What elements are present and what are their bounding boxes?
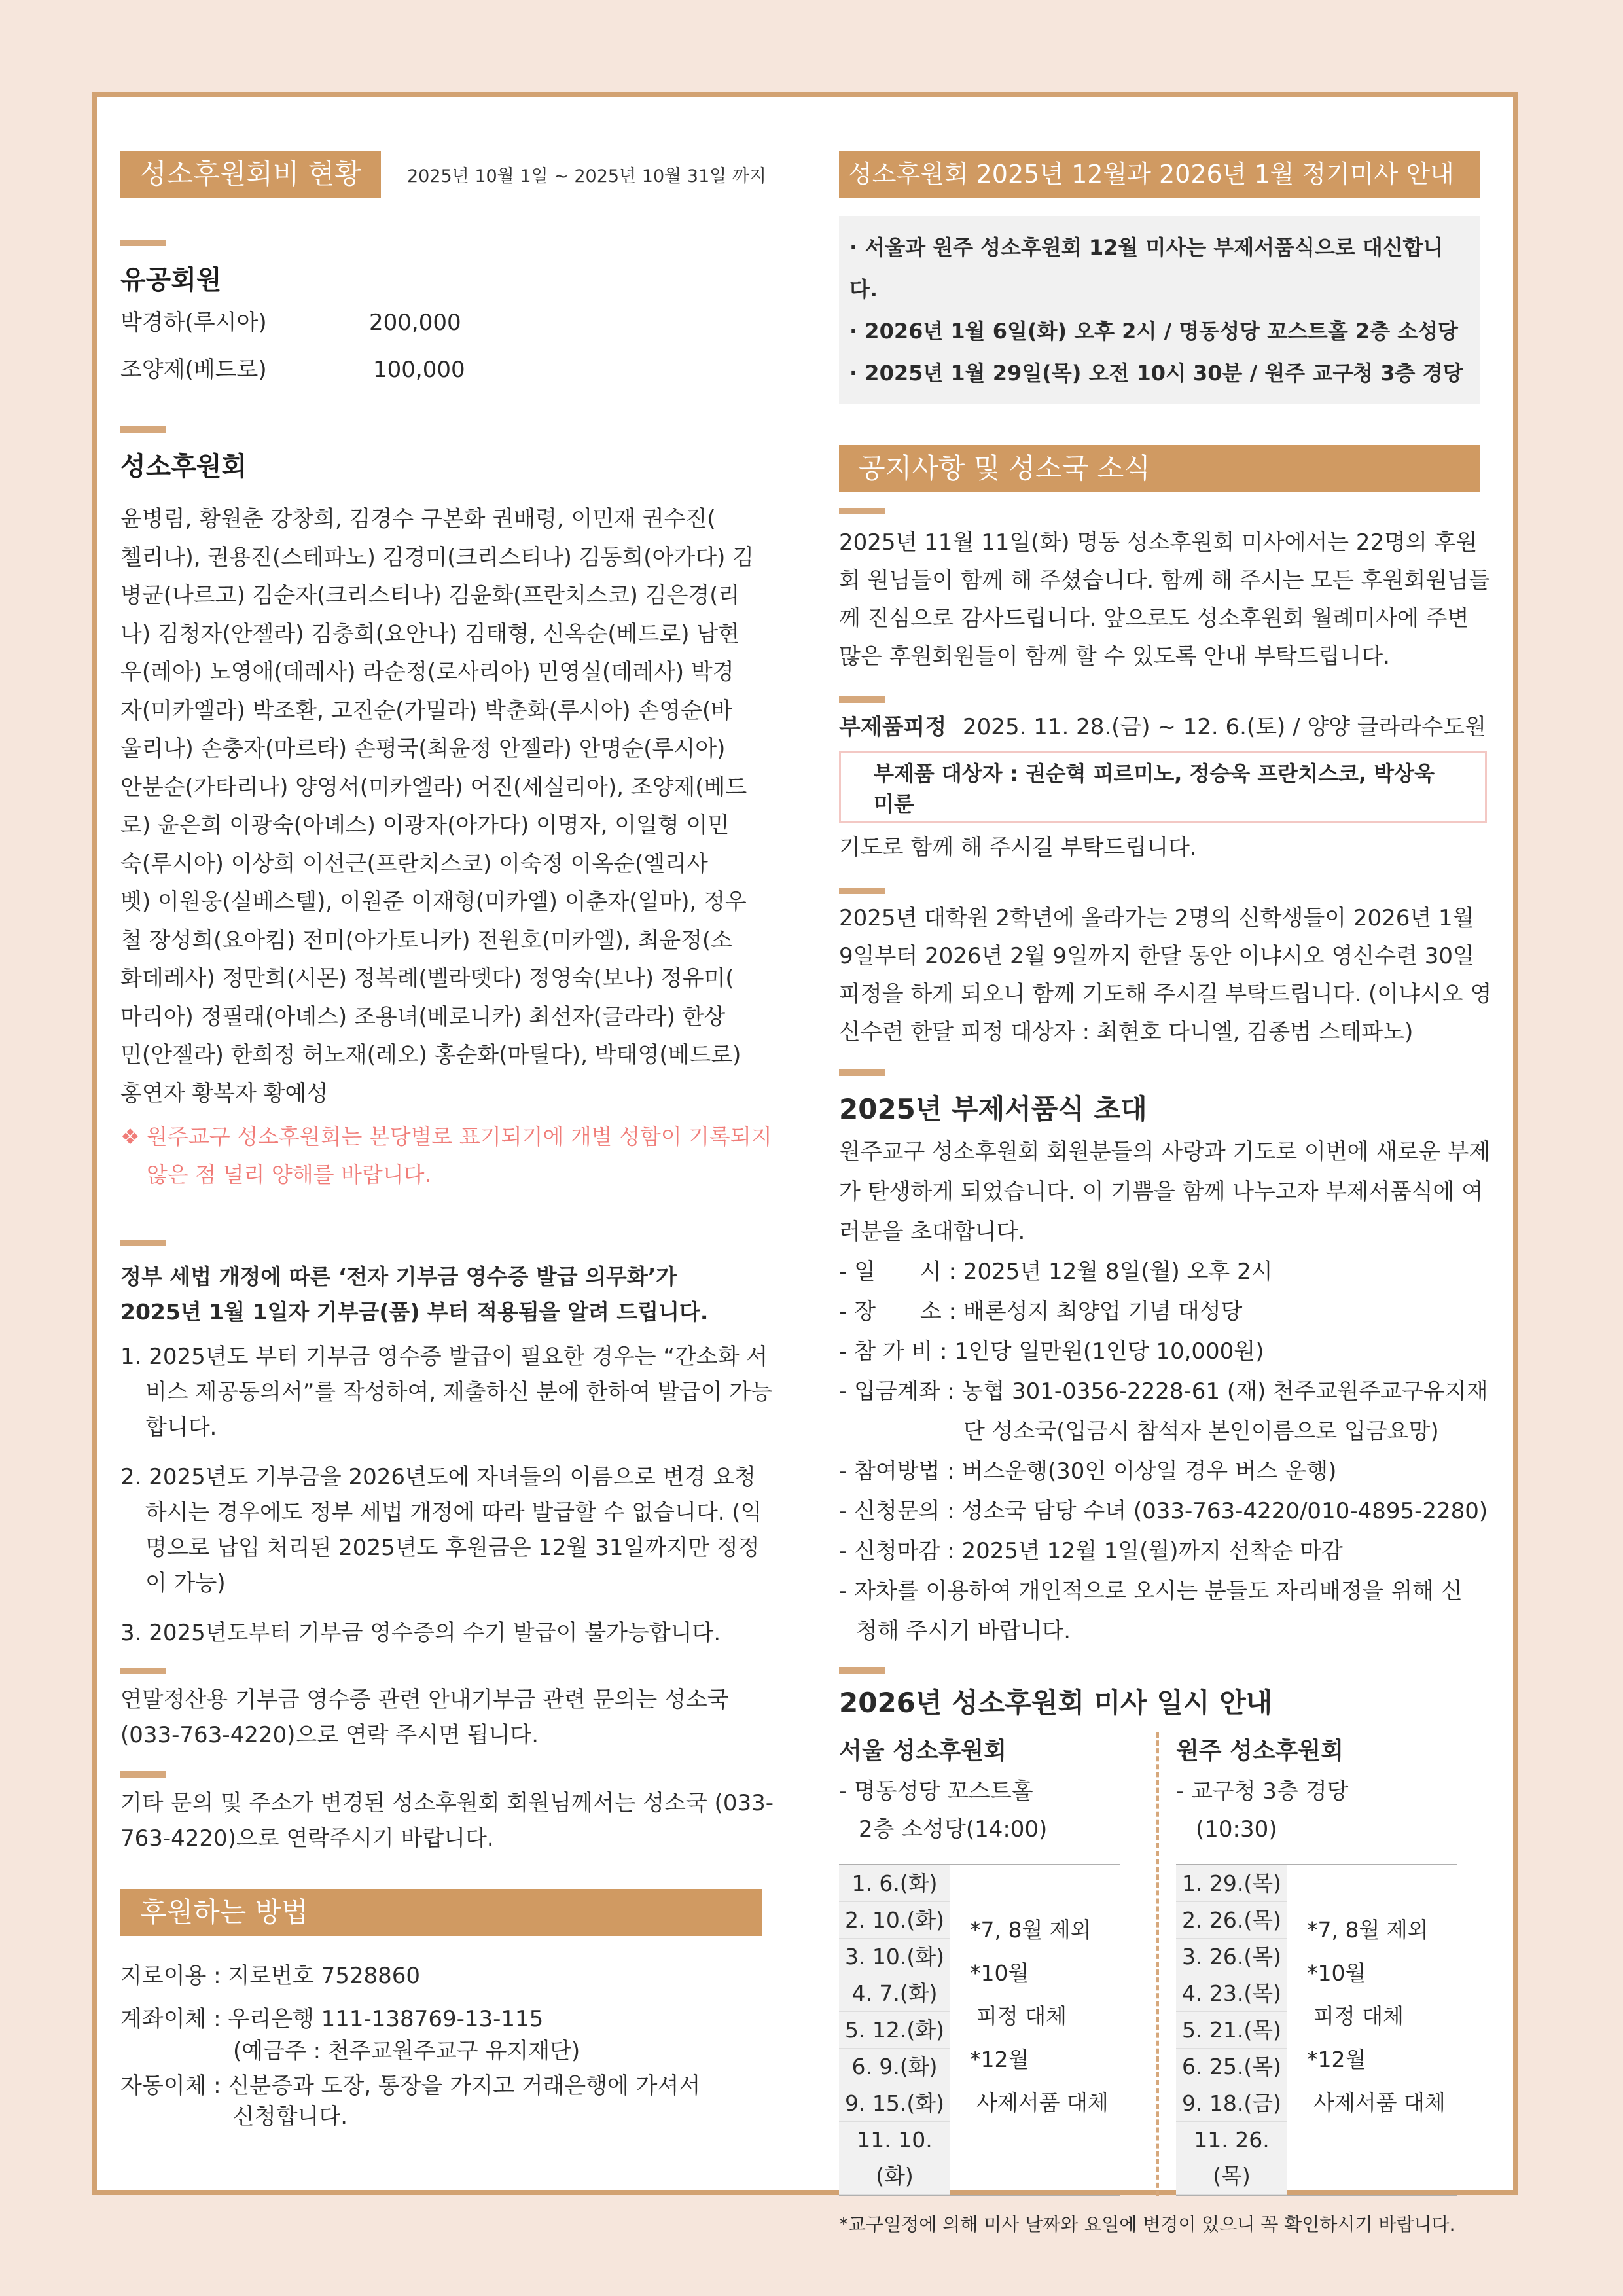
- ordination-detail: - 입금계좌 : 농협 301-0356-2228-61 (재) 천주교원주교구유지재: [839, 1378, 1488, 1405]
- members-line: 첼리나), 권용진(스테파노) 김경미(크리스티나) 김동희(아가다) 김: [120, 544, 754, 571]
- schedule-note: *7, 8월 제외: [1307, 1917, 1429, 1943]
- members-line: 로) 윤은희 이광숙(아녜스) 이광자(아가다) 이명자, 이일형 이민: [120, 812, 730, 838]
- tax-title: [120, 1259, 775, 1330]
- members-note: [120, 1118, 775, 1194]
- notice-para: 2025년 11월 11일(화) 명동 성소후원회 미사에서는 22명의 후원회 원님들이 함께 해 주셨습니다. 함께 해 주시는 모든 후원회원님들께 진심으로 감사드립니다. 앞으로도 성소후원회 월례미사에 주변 많은 후원회원들이 함께 할 수 있도록 안내 부탁드립니다.: [839, 529, 1490, 670]
- retreat-candidates-box: 부제품 대상자 : 권순혁 피르미노, 정승욱 프란치스코, 박상욱 미룬: [839, 751, 1487, 823]
- right-column: [839, 151, 1493, 2236]
- mass-header: 성소후원회 2025년 12월과 2026년 1월 정기미사 안내: [839, 151, 1480, 198]
- seoul-place-cont: 2층 소성당(14:00): [859, 1816, 1048, 1842]
- ordination-details: [839, 1252, 1493, 1651]
- date-cell: 2. 10.(화): [839, 1902, 950, 1939]
- status-header: 성소후원회비 현황: [120, 151, 381, 198]
- year-end-text: 연말정산용 기부금 영수증 관련 안내기부금 관련 문의는 성소국 (033-763-4220)으로 연락 주시면 됩니다.: [120, 1687, 729, 1748]
- notice-header: 공지사항 및 성소국 소식: [839, 445, 1480, 492]
- schedule-note: 피정 대체: [1313, 2003, 1404, 2029]
- wonju-place: - 교구청 3층 경당: [1176, 1778, 1349, 1804]
- mass-item: · 2026년 1월 6일(화) 오후 2시 / 명동성당 꼬스트홀 2층 소성당: [849, 319, 1458, 344]
- members-line: 철 장성희(요아킴) 전미(아가토니카) 전원호(미카엘), 최윤정(소: [120, 927, 733, 954]
- ordination-detail: - 신청문의 : 성소국 담당 수녀 (033-763-4220/010-4895-2280): [839, 1498, 1488, 1524]
- members-note-line: ❖ 원주교구 성소후원회는 본당별로 표기되기에 개별 성함이 기록되지: [120, 1124, 772, 1149]
- accent-bar: [120, 1240, 166, 1246]
- wonju-dates: [1176, 1865, 1287, 2195]
- seoul-notes: [950, 1865, 1109, 2195]
- date-cell: 4. 23.(목): [1176, 1975, 1287, 2012]
- members-line: 안분순(가타리나) 양영서(미카엘라) 어진(세실리아), 조양제(베드: [120, 774, 747, 800]
- how-header: 후원하는 방법: [120, 1889, 762, 1936]
- mass-info-box: [839, 216, 1480, 404]
- notice-para: 2025년 대학원 2학년에 올라가는 2명의 신학생들이 2026년 1월 9일부터 2026년 2월 9일까지 한달 동안 이냐시오 영신수련 30일 피정을 하게 되오니 함께 기도해 주시길 부탁드립니다. (이냐시오 영신수련 한달 피정 대상자 : 최현호 다니엘, 김종범 스테파노): [839, 905, 1492, 1045]
- wonju-title: 원주 성소후원회: [1176, 1738, 1344, 1765]
- members-line: 윤병림, 황원춘 강창희, 김경수 구본화 권배령, 이민재 권수진(: [120, 506, 716, 532]
- date-cell: 5. 12.(화): [839, 2012, 950, 2049]
- date-cell: 4. 7.(화): [839, 1975, 950, 2012]
- accent-bar: [839, 888, 885, 894]
- how-account: 계좌이체 : 우리은행 111-138769-13-115: [120, 2006, 544, 2032]
- members-line: 자(미카엘라) 박조환, 고진순(가밀라) 박춘화(루시아) 손영순(바: [120, 697, 733, 724]
- members-line: 화데레사) 정만희(시몬) 정복례(벨라뎃다) 정영숙(보나) 정유미(: [120, 965, 734, 992]
- date-cell: 3. 26.(목): [1176, 1939, 1287, 1975]
- tax-title-line: 정부 세법 개정에 따른 ‘전자 기부금 영수증 발급 의무화’가: [120, 1264, 677, 1289]
- members-line: 숙(루시아) 이상희 이선근(프란치스코) 이숙정 이옥순(엘리사: [120, 850, 708, 877]
- ordination-title: 2025년 부제서품식 초대: [839, 1093, 1147, 1125]
- ordination-detail-cont: 청해 주시기 바랍니다.: [856, 1618, 1071, 1644]
- ordination-detail: - 자차를 이용하여 개인적으로 오시는 분들도 자리배정을 위해 신: [839, 1578, 1463, 1604]
- other-inquiry-text: 기타 문의 및 주소가 변경된 성소후원회 회원님께서는 성소국 (033-763-4220)으로 연락주시기 바랍니다.: [120, 1790, 774, 1852]
- accent-bar: [120, 426, 166, 433]
- status-period: 2025년 10월 1일 ~ 2025년 10월 31일 까지: [406, 166, 766, 187]
- wonju-date-table: [1176, 1864, 1457, 2196]
- members-line: 민(안젤라) 한희정 허노재(레오) 홍순화(마틸다), 박태영(베드로): [120, 1042, 741, 1068]
- merit-amount: 200,000: [369, 310, 461, 336]
- merit-row: [120, 346, 775, 393]
- accent-bar: [839, 1069, 885, 1076]
- how-account-holder: (예금주 : 천주교원주교구 유지재단): [233, 2038, 580, 2064]
- members-line: 벳) 이원웅(실베스텔), 이원준 이재형(미카엘) 이춘자(일마), 정우: [120, 889, 747, 915]
- schedule-note: *12월: [1307, 2047, 1366, 2072]
- seoul-title: 서울 성소후원회: [839, 1738, 1007, 1765]
- accent-bar: [120, 1771, 166, 1778]
- date-cell: 9. 15.(화): [839, 2085, 950, 2122]
- schedule-section: [839, 1732, 1493, 2196]
- retreat-period: 2025. 11. 28.(금) ~ 12. 6.(토) / 양양 글라라수도원: [963, 714, 1486, 740]
- schedule-note: *10월: [1307, 1960, 1366, 1986]
- ordination-detail: - 참 가 비 : 1인당 일만원(1인당 10,000원): [839, 1338, 1264, 1365]
- retreat-line: [839, 708, 1493, 746]
- seoul-dates: [839, 1865, 950, 2195]
- date-cell: 1. 6.(화): [839, 1865, 950, 1902]
- members-line: 홍연자 황복자 황예성: [120, 1080, 329, 1107]
- date-cell: 2. 26.(목): [1176, 1902, 1287, 1939]
- tax-title-line: 2025년 1월 1일자 기부금(품) 부터 적용됨을 알려 드립니다.: [120, 1299, 709, 1325]
- members-line: 마리아) 정필래(아녜스) 조용녀(베로니카) 최선자(글라라) 한상: [120, 1003, 726, 1030]
- tax-item: 2. 2025년도 기부금을 2026년도에 자녀들의 이름으로 변경 요청 하시는 경우에도 정부 세법 개정에 따라 발급할 수 없습니다. (익명으로 납입 처리된 2025년도 후원금은 12월 31일까지만 정정이 가능): [120, 1464, 762, 1596]
- merit-name: 박경하(루시아): [120, 310, 267, 336]
- schedule-note: 사제서품 대체: [1313, 2090, 1446, 2115]
- accent-bar: [839, 696, 885, 703]
- accent-bar: [120, 1668, 166, 1674]
- retreat-after: 기도로 함께 해 주시길 부탁드립니다.: [839, 834, 1197, 861]
- date-cell: 9. 18.(금): [1176, 2085, 1287, 2122]
- members-line: 울리나) 손충자(마르타) 손평국(최윤정 안젤라) 안명순(루시아): [120, 736, 726, 762]
- wonju-notes: [1287, 1865, 1446, 2195]
- schedule-note: 피정 대체: [976, 2003, 1067, 2029]
- date-cell: 6. 25.(목): [1176, 2049, 1287, 2085]
- left-column: [120, 151, 775, 2131]
- schedule-note: *10월: [970, 1960, 1029, 1986]
- members-line: 나) 김청자(안젤라) 김충희(요안나) 김태형, 신옥순(베드로) 남현: [120, 620, 740, 647]
- seoul-place: - 명동성당 꼬스트홀: [839, 1778, 1033, 1804]
- mass-item: · 서울과 원주 성소후원회 12월 미사는 부제서품식으로 대신합니다.: [849, 235, 1444, 302]
- schedule-divider: [1156, 1732, 1159, 2196]
- members-note-line: 않은 점 널리 양해를 바랍니다.: [147, 1162, 431, 1187]
- schedule-title: 2026년 성소후원회 미사 일시 안내: [839, 1687, 1273, 1719]
- schedule-note: 사제서품 대체: [976, 2090, 1109, 2115]
- merit-name: 조양제(베드로): [120, 357, 267, 383]
- schedule-note: *12월: [970, 2047, 1029, 2072]
- date-cell: 1. 29.(목): [1176, 1865, 1287, 1902]
- accent-bar: [839, 1667, 885, 1674]
- how-section: [120, 1958, 775, 2131]
- how-auto-cont: 신청합니다.: [233, 2104, 348, 2130]
- how-giro: 지로이용 : 지로번호 7528860: [120, 1963, 421, 1989]
- schedule-footnote: *교구일정에 의해 미사 날짜와 요일에 변경이 있으니 꼭 확인하시기 바랍니다.: [839, 2214, 1455, 2235]
- tax-item: 1. 2025년도 부터 기부금 영수증 발급이 필요한 경우는 “간소화 서비스 제공동의서”를 작성하여, 제출하신 분에 한하여 발급이 가능합니다.: [120, 1344, 773, 1441]
- ordination-para: 원주교구 성소후원회 회원분들의 사랑과 기도로 이번에 새로운 부제가 탄생하게 되었습니다. 이 기쁨을 함께 나누고자 부제서품식에 여러분을 초대합니다.: [839, 1139, 1491, 1245]
- ordination-detail: - 신청마감 : 2025년 12월 1일(월)까지 선착순 마감: [839, 1538, 1343, 1564]
- wonju-schedule: [1176, 1732, 1493, 2196]
- ordination-detail-cont: 단 성소국(입금시 참석자 본인이름으로 입금요망): [963, 1418, 1439, 1444]
- retreat-label: 부제품피정: [839, 714, 947, 740]
- merit-title: 유공회원: [120, 265, 222, 295]
- accent-bar: [120, 240, 166, 246]
- date-cell: 11. 26.(목): [1176, 2122, 1287, 2195]
- members-list: [120, 500, 775, 1113]
- date-cell: 5. 21.(목): [1176, 2012, 1287, 2049]
- ordination-detail: - 일 시 : 2025년 12월 8일(월) 오후 2시: [839, 1259, 1273, 1285]
- date-cell: 6. 9.(화): [839, 2049, 950, 2085]
- date-cell: 11. 10.(화): [839, 2122, 950, 2195]
- merit-row: [120, 299, 775, 346]
- ordination-detail: - 장 소 : 배론성지 최양업 기념 대성당: [839, 1299, 1243, 1325]
- tax-item: 3. 2025년도부터 기부금 영수증의 수기 발급이 불가능합니다.: [120, 1620, 721, 1646]
- wonju-place-cont: (10:30): [1196, 1816, 1277, 1842]
- members-line: 우(레아) 노영애(데레사) 라순정(로사리아) 민영실(데레사) 박경: [120, 659, 734, 685]
- date-cell: 3. 10.(화): [839, 1939, 950, 1975]
- members-title: 성소후원회: [120, 452, 247, 482]
- seoul-date-table: [839, 1864, 1120, 2196]
- mass-item: · 2025년 1월 29일(목) 오전 10시 30분 / 원주 교구청 3층 경당: [849, 361, 1463, 386]
- accent-bar: [839, 508, 885, 514]
- seoul-schedule: [839, 1732, 1156, 2196]
- members-line: 병균(나르고) 김순자(크리스티나) 김윤화(프란치스코) 김은경(리: [120, 583, 740, 609]
- schedule-note: *7, 8월 제외: [970, 1917, 1092, 1943]
- how-auto: 자동이체 : 신분증과 도장, 통장을 가지고 거래은행에 가셔서: [120, 2073, 701, 2099]
- ordination-detail: - 참여방법 : 버스운행(30인 이상일 경우 버스 운행): [839, 1458, 1337, 1484]
- merit-amount: 100,000: [373, 357, 465, 383]
